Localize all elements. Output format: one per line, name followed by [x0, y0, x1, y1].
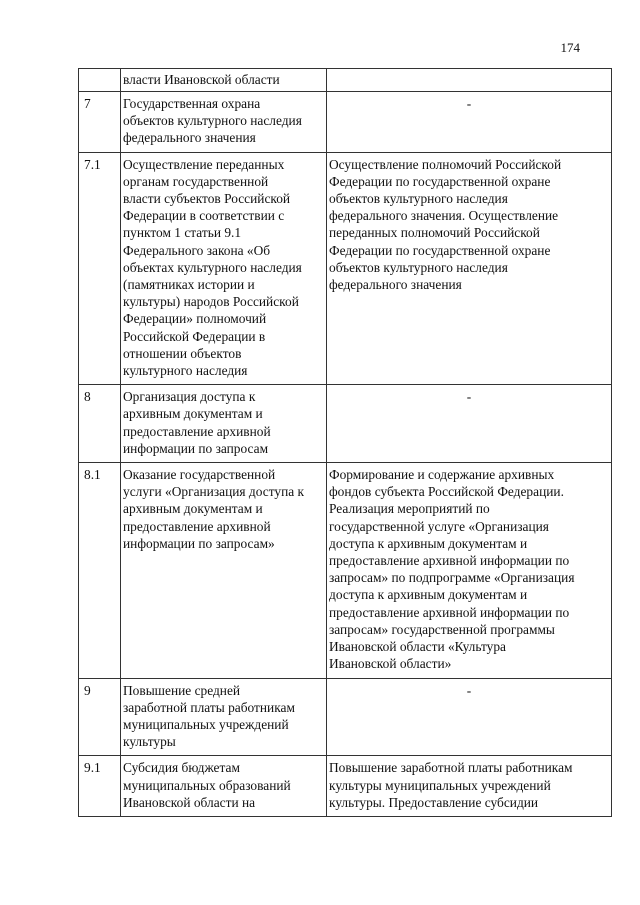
table-row — [79, 92, 612, 153]
document-table — [78, 68, 612, 817]
table-row — [79, 69, 612, 92]
row-number: 7.1 — [79, 152, 121, 385]
row-number — [79, 69, 121, 92]
row-name: Осуществление переданных органам государственной власти субъектов Российской Федерации в соответствии с пунктом 1 статьи 9.1 Федерального закона «Об объектах культурного наследия (памятниках истории и культуры) народов Российской Федерации» полномочий Российской Федерации в отношении объектов культурного наследия — [121, 152, 327, 385]
table-row — [79, 756, 612, 817]
row-number: 9.1 — [79, 756, 121, 817]
row-description: - — [327, 385, 612, 463]
row-number: 9 — [79, 678, 121, 756]
row-description — [327, 69, 612, 92]
table-row — [79, 152, 612, 385]
row-name: Оказание государственной услуги «Организация доступа к архивным документам и предоставление архивной информации по запросам» — [121, 463, 327, 678]
row-name: Повышение средней заработной платы работникам муниципальных учреждений культуры — [121, 678, 327, 756]
table-row — [79, 678, 612, 756]
row-description: Повышение заработной платы работникам культуры муниципальных учреждений культуры. Предоставление субсидии — [327, 756, 612, 817]
row-number: 8 — [79, 385, 121, 463]
row-description: Формирование и содержание архивных фондов субъекта Российской Федерации. Реализация мероприятий по государственной услуге «Организация доступа к архивным документам и предоставление архивной информации по запросам» по подпрограмме «Организация доступа к архивным документам и предоставление архивной информации по запросам» государственной программы Ивановской области «Культура Ивановской области» — [327, 463, 612, 678]
page-number: 174 — [560, 40, 580, 55]
row-number: 8.1 — [79, 463, 121, 678]
row-description: - — [327, 92, 612, 153]
row-name: Государственная охрана объектов культурного наследия федерального значения — [121, 92, 327, 153]
table-row — [79, 463, 612, 678]
row-name: Организация доступа к архивным документам и предоставление архивной информации по запросам — [121, 385, 327, 463]
row-name: власти Ивановской области — [121, 69, 327, 92]
row-number: 7 — [79, 92, 121, 153]
table-row — [79, 385, 612, 463]
row-description: Осуществление полномочий Российской Федерации по государственной охране объектов культурного наследия федерального значения. Осуществление переданных полномочий Российской Федерации по государственной охране объектов культурного наследия федерального значения — [327, 152, 612, 385]
row-name: Субсидия бюджетам муниципальных образований Ивановской области на — [121, 756, 327, 817]
row-description: - — [327, 678, 612, 756]
